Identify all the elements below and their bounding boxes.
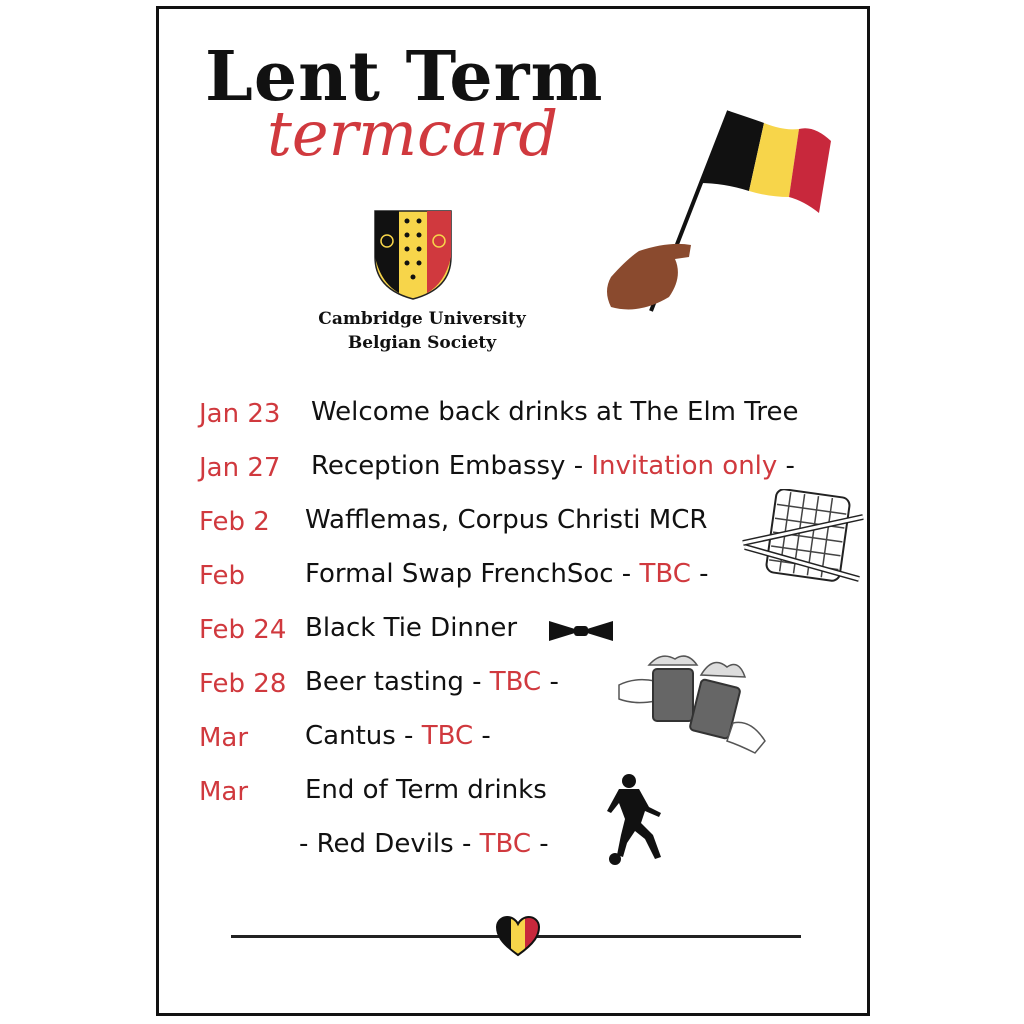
society-line-1: Cambridge University [318,309,526,329]
bow-tie-icon [547,617,615,645]
event-date: Feb 2 [199,507,270,537]
belgian-heart-icon [495,915,541,957]
belgian-flag-icon [599,101,831,331]
beer-toast-icon [615,641,767,757]
event-date: Jan 23 [199,399,281,429]
society-line-2: Belgian Society [347,333,497,353]
event-date: Feb [199,561,246,591]
event-text: Reception Embassy - Invitation only - [311,451,795,481]
page-subtitle: termcard [267,97,559,170]
waffle-icon [741,489,867,585]
event-text: Formal Swap FrenchSoc - TBC - [305,559,709,589]
event-text: Beer tasting - TBC - [305,667,559,697]
event-text: Cantus - TBC - [305,721,491,751]
event-text: Wafflemas, Corpus Christi MCR [305,505,708,535]
event-text: Black Tie Dinner [305,613,518,643]
termcard [156,6,870,1016]
event-text: Welcome back drinks at The Elm Tree [311,397,799,427]
footballer-icon [605,773,671,869]
event-date: Mar [199,723,249,753]
society-name [289,307,555,355]
event-date: Jan 27 [199,453,281,483]
crest-icon [373,209,453,301]
event-text: End of Term drinks [305,775,547,805]
event-date: Mar [199,777,249,807]
event-date: Feb 28 [199,669,287,699]
event-text: - Red Devils - TBC - [299,829,549,859]
event-date: Feb 24 [199,615,287,645]
page-title: Lent Term [205,37,604,117]
